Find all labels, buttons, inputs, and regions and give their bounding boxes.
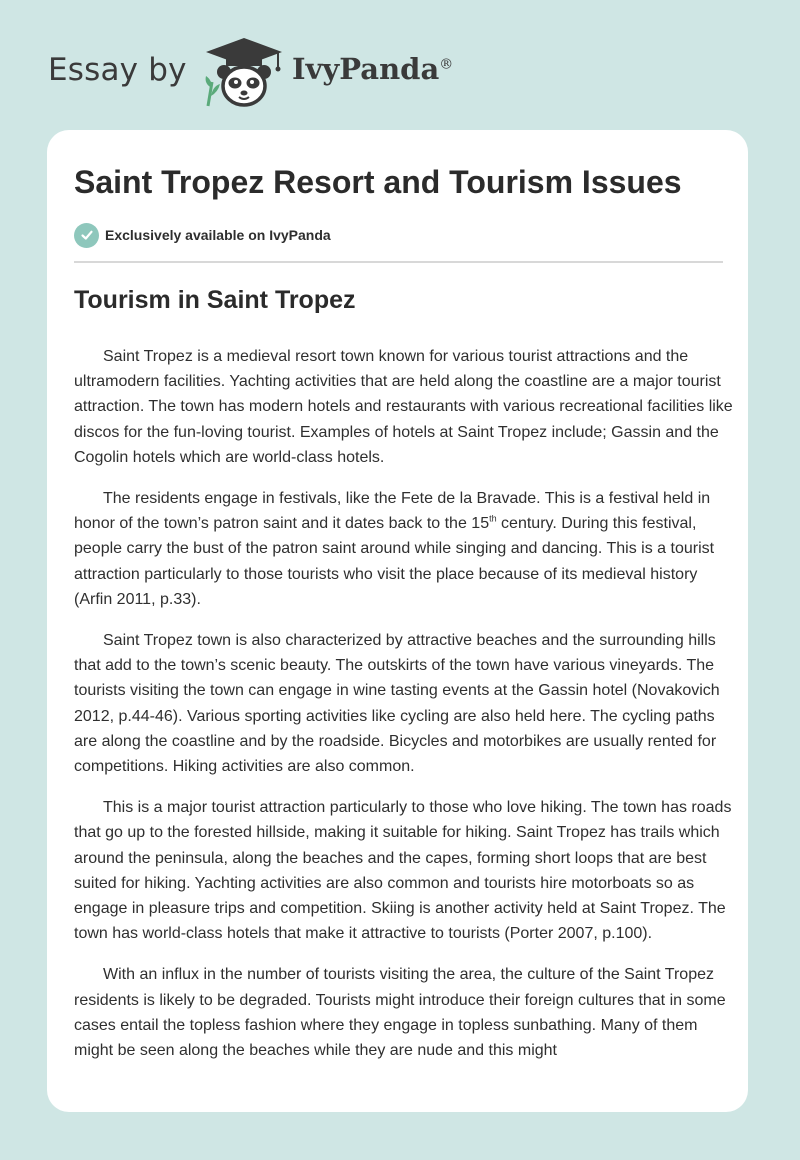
section-heading: Tourism in Saint Tropez bbox=[74, 286, 356, 314]
paragraph-2: The residents engage in festivals, like the Fete de la Bravade. This is a festival held in honor of the town’s patron saint and it dates back to the 15th century. During this festival, people carry the bust of the patron saint around while singing and dancing. This is a tourist attraction particularly to those tourists who visit the place because of its medieval history (Arfin 2011, p.33). bbox=[74, 490, 715, 608]
exclusive-badge bbox=[74, 222, 331, 248]
exclusive-badge-label: Exclusively available on IvyPanda bbox=[105, 227, 331, 243]
panda-graduate-logo-icon bbox=[202, 36, 286, 110]
check-circle-icon bbox=[74, 223, 99, 248]
brand-name: IvyPanda® bbox=[292, 52, 454, 86]
essay-card bbox=[47, 130, 748, 1112]
essay-body bbox=[74, 344, 734, 1079]
paragraph-1: Saint Tropez is a medieval resort town known for various tourist attractions and the ultramodern facilities. Yachting activities that are held along the coastline are a major tourist attraction. The town has modern hotels and restaurants with various recreational facilities like discos for the fun-loving tourist. Examples of hotels at Saint Tropez include; Gassin and the Cogolin hotels which are world-class hotels. bbox=[74, 348, 733, 466]
brand-header bbox=[48, 36, 508, 116]
divider bbox=[74, 261, 723, 263]
page-title: Saint Tropez Resort and Tourism Issues bbox=[74, 164, 682, 200]
paragraph-5: With an influx in the number of tourists visiting the area, the culture of the Saint Tropez residents is likely to be degraded. Tourists might introduce their foreign cultures that in some cases entail the topless fashion where they engage in topless sunbathing. Many of them might be seen along the beaches while they are nude and this might bbox=[74, 966, 726, 1060]
brand-prefix: Essay by bbox=[48, 52, 187, 88]
paragraph-3: Saint Tropez town is also characterized by attractive beaches and the surrounding hills that add to the town’s scenic beauty. The outskirts of the town have various vineyards. The tourists visiting the town can engage in wine tasting events at the Gassin hotel (Novakovich 2012, p.44-46). Various sporting activities like cycling are also held here. The cycling paths are along the coastline and by the roadside. Bicycles and motorbikes are usually rented for competitions. Hiking activities are also common. bbox=[74, 632, 720, 776]
paragraph-4: This is a major tourist attraction particularly to those who love hiking. The town has roads that go up to the forested hillside, making it suitable for hiking. Saint Tropez has trails which around the peninsula, along the beaches and the capes, forming short loops that are best suited for hiking. Yachting activities are also common and tourists hire motorboats so as engage in pleasure trips and competition. Skiing is another activity held at Saint Tropez. The town has world-class hotels that make it attractive to tourists (Porter 2007, p.100). bbox=[74, 799, 732, 943]
